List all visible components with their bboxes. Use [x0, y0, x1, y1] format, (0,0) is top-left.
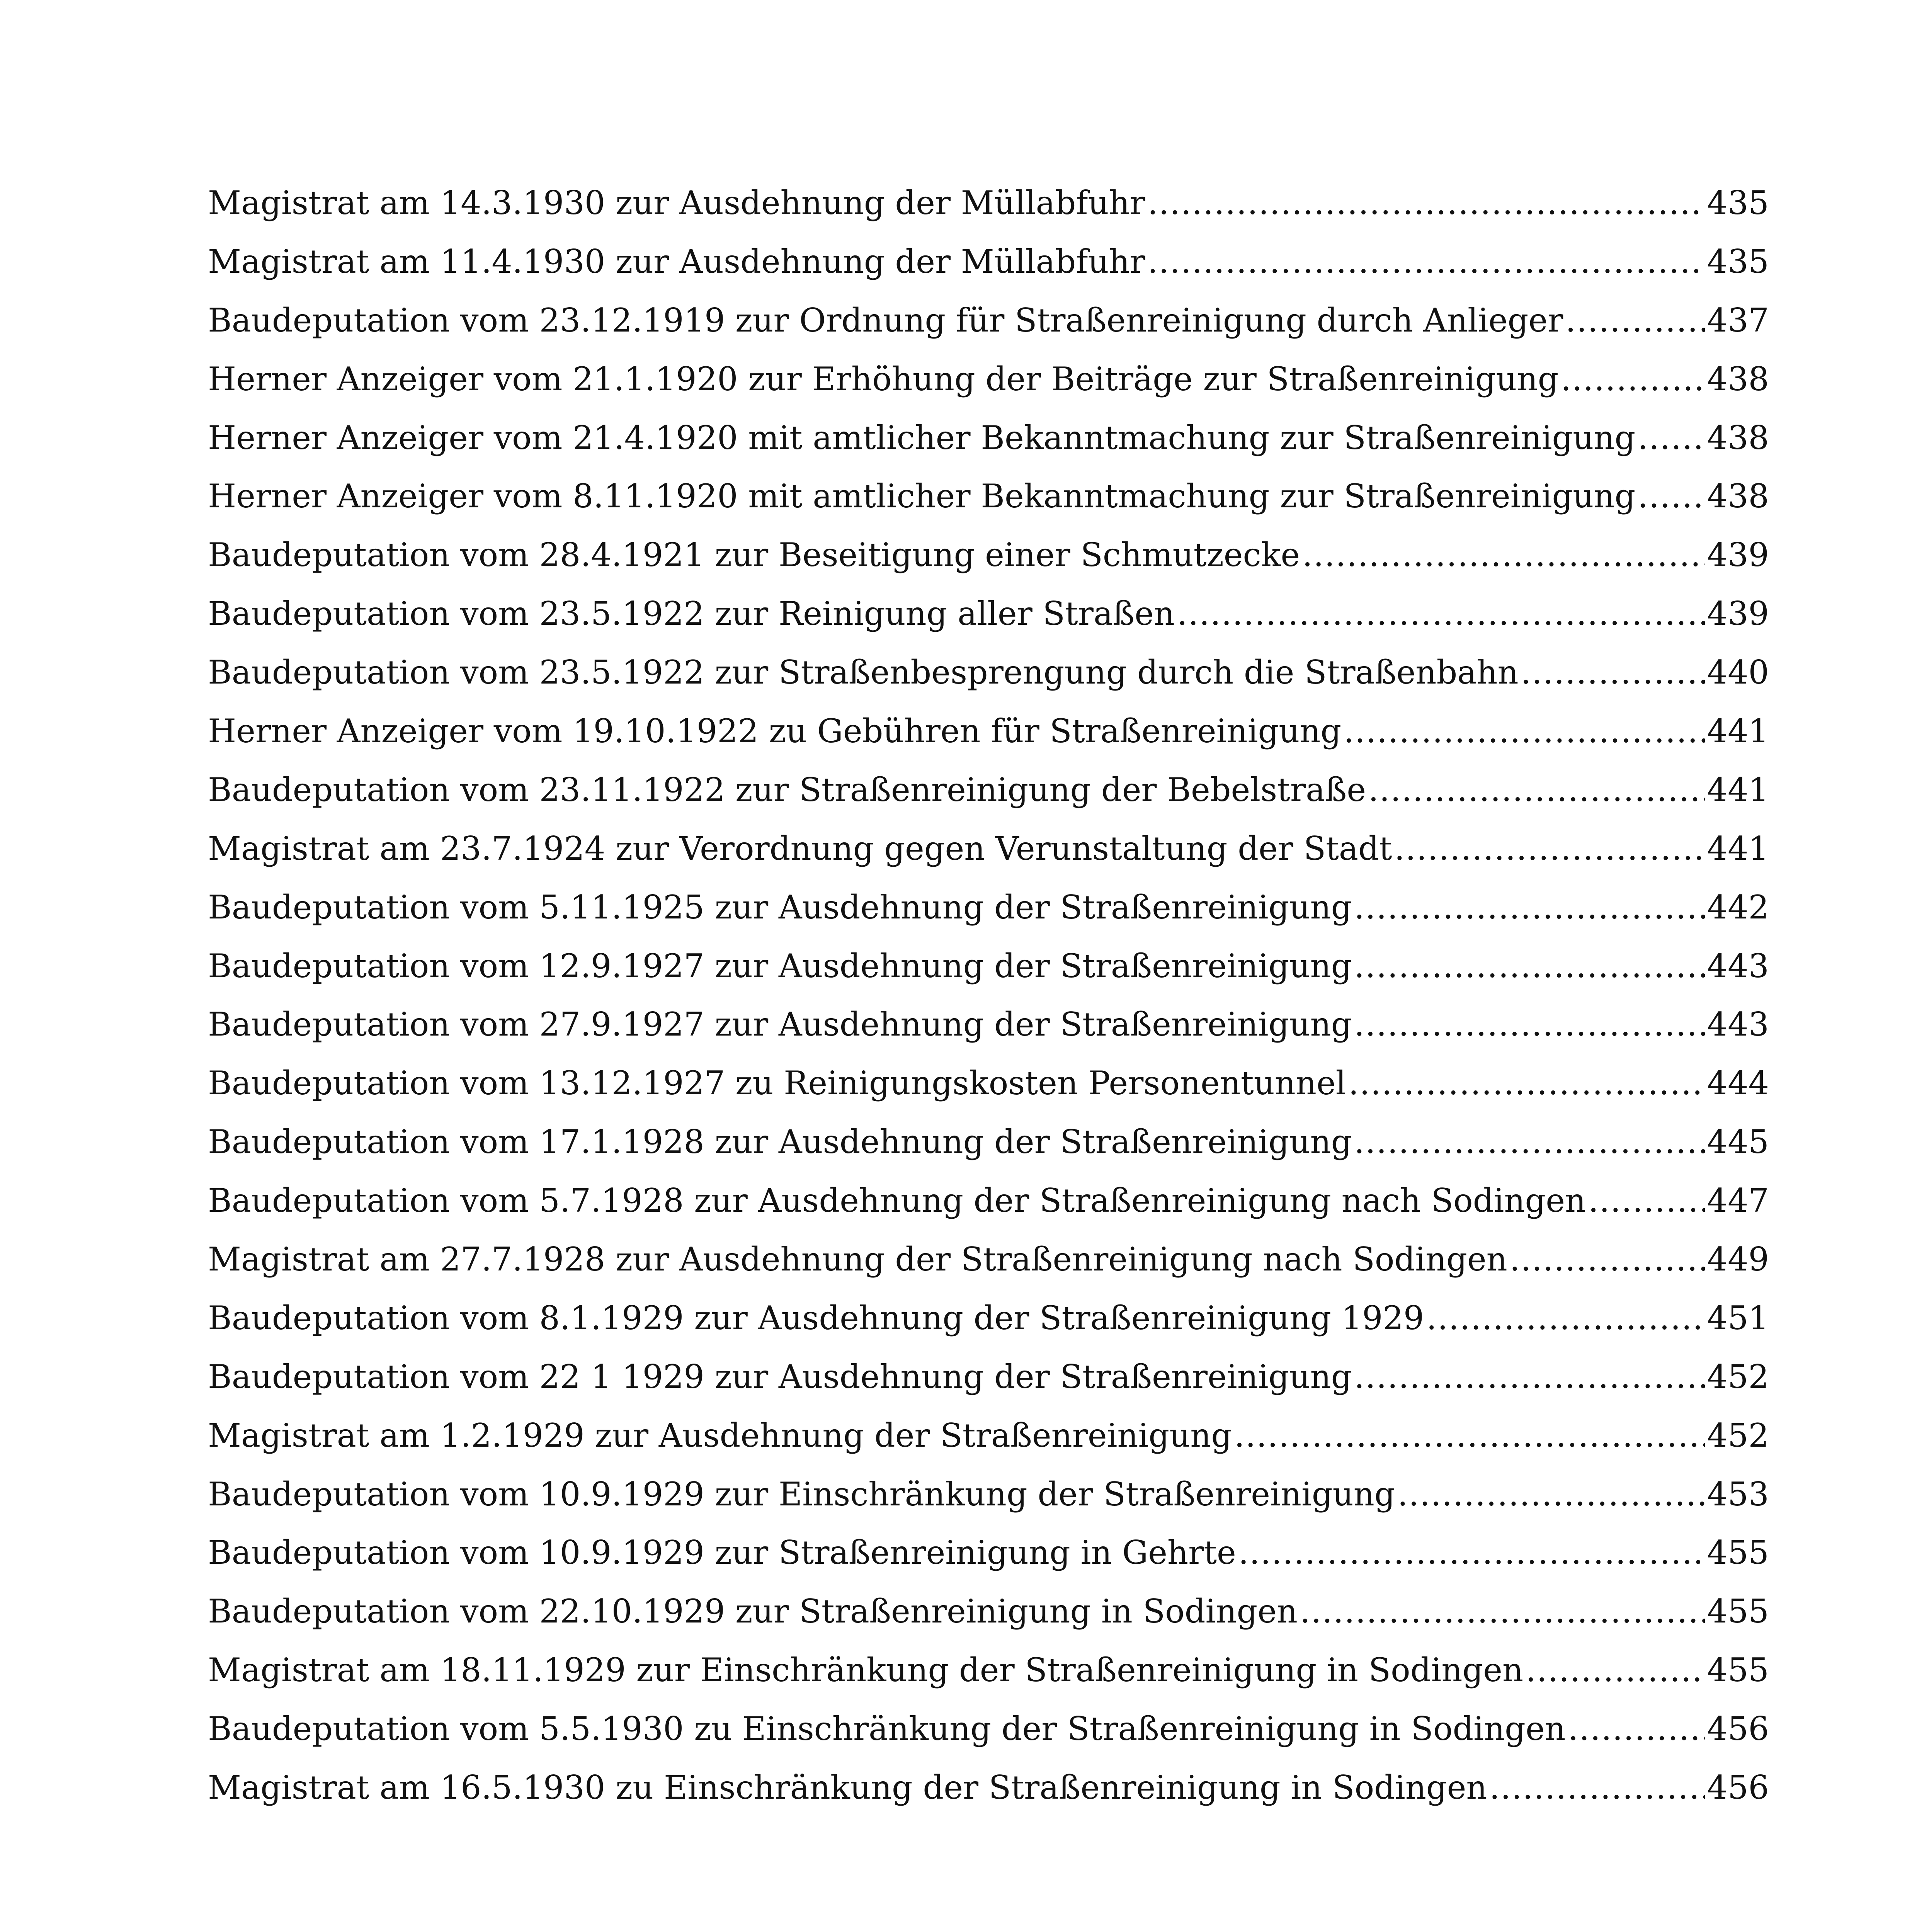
toc-entry-title: Baudeputation vom 22.10.1929 zur Straßenreinigung in Sodingen	[208, 1592, 1298, 1631]
toc-entry-title: Baudeputation vom 10.9.1929 zur Straßenreinigung in Gehrte	[208, 1534, 1236, 1572]
dot-leader	[1526, 1641, 1705, 1700]
toc-entry-title: Baudeputation vom 5.5.1930 zu Einschränkung der Straßenreinigung in Sodingen	[208, 1710, 1566, 1748]
toc-entry-title: Baudeputation vom 17.1.1928 zur Ausdehnung der Straßenreinigung	[208, 1123, 1352, 1161]
toc-entry	[208, 291, 1769, 350]
toc-entry-title: Magistrat am 14.3.1930 zur Ausdehnung der Müllabfuhr	[208, 184, 1145, 222]
toc-entry	[208, 585, 1769, 643]
toc-entry	[208, 1348, 1769, 1406]
toc-entry	[208, 1406, 1769, 1465]
toc-entry-page-number: 443	[1707, 947, 1769, 985]
dot-leader	[1354, 995, 1704, 1054]
toc-entry-page-number: 438	[1707, 418, 1769, 457]
toc-entry-title: Herner Anzeiger vom 21.4.1920 mit amtlicher Bekanntmachung zur Straßenreinigung	[208, 418, 1636, 457]
toc-entry-page-number: 447	[1707, 1182, 1769, 1220]
dot-leader	[1349, 1054, 1705, 1113]
dot-leader	[1302, 526, 1705, 585]
dot-leader	[1354, 937, 1704, 996]
toc-entry	[208, 1230, 1769, 1289]
toc-entry	[208, 350, 1769, 409]
dot-leader	[1638, 409, 1704, 468]
toc-entry-page-number: 438	[1707, 477, 1769, 515]
toc-entry-page-number: 449	[1707, 1240, 1769, 1279]
toc-entry-page-number: 455	[1707, 1592, 1769, 1631]
dot-leader	[1177, 585, 1705, 643]
toc-entry-title: Baudeputation vom 23.11.1922 zur Straßenreinigung der Bebelstraße	[208, 770, 1366, 809]
toc-entry	[208, 1054, 1769, 1113]
dot-leader	[1148, 233, 1705, 291]
toc-entry-page-number: 441	[1707, 829, 1769, 867]
toc-entry-page-number: 435	[1707, 184, 1769, 222]
toc-entry	[208, 526, 1769, 585]
toc-entry-title: Baudeputation vom 23.5.1922 zur Reinigung aller Straßen	[208, 595, 1175, 633]
toc-entry-page-number: 445	[1707, 1123, 1769, 1161]
toc-entry-title: Baudeputation vom 5.11.1925 zur Ausdehnung der Straßenreinigung	[208, 888, 1352, 926]
dot-leader	[1568, 1700, 1705, 1759]
dot-leader	[1565, 291, 1704, 350]
dot-leader	[1238, 1524, 1705, 1582]
dot-leader	[1354, 878, 1704, 937]
toc-entry-title: Herner Anzeiger vom 19.10.1922 zu Gebühren für Straßenreinigung	[208, 712, 1342, 750]
toc-entry-title: Baudeputation vom 8.1.1929 zur Ausdehnung der Straßenreinigung 1929	[208, 1299, 1424, 1337]
toc-entry	[208, 467, 1769, 526]
toc-entry	[208, 878, 1769, 937]
toc-entry	[208, 409, 1769, 468]
dot-leader	[1234, 1406, 1705, 1465]
toc-entry-page-number: 441	[1707, 770, 1769, 809]
toc-entry-title: Herner Anzeiger vom 21.1.1920 zur Erhöhung der Beiträge zur Straßenreinigung	[208, 360, 1559, 398]
dot-leader	[1148, 174, 1705, 233]
toc-entry	[208, 995, 1769, 1054]
toc-entry-title: Magistrat am 16.5.1930 zu Einschränkung der Straßenreinigung in Sodingen	[208, 1769, 1487, 1807]
toc-entry-page-number: 444	[1707, 1064, 1769, 1102]
toc-entry-title: Herner Anzeiger vom 8.11.1920 mit amtlicher Bekanntmachung zur Straßenreinigung	[208, 477, 1636, 515]
toc-entry-page-number: 439	[1707, 536, 1769, 574]
toc-entry	[208, 174, 1769, 233]
dot-leader	[1344, 702, 1704, 761]
dot-leader	[1354, 1113, 1704, 1172]
toc-entry-page-number: 452	[1707, 1357, 1769, 1396]
toc-entry	[208, 643, 1769, 702]
dot-leader	[1426, 1289, 1704, 1348]
toc-entry-title: Baudeputation vom 22 1 1929 zur Ausdehnung der Straßenreinigung	[208, 1357, 1352, 1396]
toc-entry-title: Baudeputation vom 10.9.1929 zur Einschränkung der Straßenreinigung	[208, 1475, 1395, 1513]
dot-leader	[1398, 1465, 1705, 1524]
toc-entry-page-number: 437	[1707, 301, 1769, 339]
dot-leader	[1510, 1230, 1705, 1289]
toc-entry-page-number: 455	[1707, 1534, 1769, 1572]
dot-leader	[1638, 467, 1704, 526]
toc-entry-title: Magistrat am 1.2.1929 zur Ausdehnung der Straßenreinigung	[208, 1416, 1232, 1454]
toc-entry	[208, 820, 1769, 878]
toc-entry-page-number: 456	[1707, 1769, 1769, 1807]
toc-entry	[208, 1524, 1769, 1582]
toc-entry-title: Magistrat am 23.7.1924 zur Verordnung gegen Verunstaltung der Stadt	[208, 829, 1392, 867]
toc-entry-title: Baudeputation vom 12.9.1927 zur Ausdehnung der Straßenreinigung	[208, 947, 1352, 985]
toc-entry	[208, 1172, 1769, 1230]
table-of-contents	[208, 174, 1769, 1817]
toc-entry-title: Baudeputation vom 13.12.1927 zu Reinigungskosten Personentunnel	[208, 1064, 1346, 1102]
toc-entry-title: Baudeputation vom 27.9.1927 zur Ausdehnung der Straßenreinigung	[208, 1005, 1352, 1044]
dot-leader	[1561, 350, 1704, 409]
toc-entry-title: Magistrat am 27.7.1928 zur Ausdehnung der Straßenreinigung nach Sodingen	[208, 1240, 1507, 1279]
toc-entry	[208, 761, 1769, 820]
toc-entry-page-number: 439	[1707, 595, 1769, 633]
toc-entry-page-number: 442	[1707, 888, 1769, 926]
toc-entry	[208, 702, 1769, 761]
toc-entry	[208, 1113, 1769, 1172]
toc-entry-page-number: 438	[1707, 360, 1769, 398]
toc-entry-title: Baudeputation vom 5.7.1928 zur Ausdehnung der Straßenreinigung nach Sodingen	[208, 1182, 1586, 1220]
toc-entry-title: Magistrat am 11.4.1930 zur Ausdehnung der Müllabfuhr	[208, 242, 1145, 281]
toc-entry	[208, 1641, 1769, 1700]
toc-entry-page-number: 440	[1707, 653, 1769, 692]
toc-entry	[208, 937, 1769, 996]
toc-entry-title: Baudeputation vom 28.4.1921 zur Beseitigung einer Schmutzecke	[208, 536, 1300, 574]
toc-entry	[208, 1759, 1769, 1817]
toc-entry-page-number: 455	[1707, 1651, 1769, 1689]
dot-leader	[1521, 643, 1705, 702]
toc-entry-page-number: 456	[1707, 1710, 1769, 1748]
toc-entry-page-number: 452	[1707, 1416, 1769, 1454]
toc-entry-page-number: 453	[1707, 1475, 1769, 1513]
dot-leader	[1588, 1172, 1705, 1230]
dot-leader	[1300, 1582, 1705, 1641]
toc-entry-title: Baudeputation vom 23.12.1919 zur Ordnung für Straßenreinigung durch Anlieger	[208, 301, 1563, 339]
toc-entry	[208, 1289, 1769, 1348]
dot-leader	[1368, 761, 1705, 820]
dot-leader	[1489, 1759, 1704, 1817]
toc-entry-page-number: 443	[1707, 1005, 1769, 1044]
toc-entry	[208, 1700, 1769, 1759]
toc-entry-page-number: 435	[1707, 242, 1769, 281]
toc-entry-title: Magistrat am 18.11.1929 zur Einschränkung der Straßenreinigung in Sodingen	[208, 1651, 1524, 1689]
dot-leader	[1354, 1348, 1704, 1406]
dot-leader	[1394, 820, 1704, 878]
toc-entry	[208, 1465, 1769, 1524]
toc-entry-page-number: 441	[1707, 712, 1769, 750]
toc-entry	[208, 233, 1769, 291]
toc-entry-title: Baudeputation vom 23.5.1922 zur Straßenbesprengung durch die Straßenbahn	[208, 653, 1519, 692]
toc-entry	[208, 1582, 1769, 1641]
toc-entry-page-number: 451	[1707, 1299, 1769, 1337]
